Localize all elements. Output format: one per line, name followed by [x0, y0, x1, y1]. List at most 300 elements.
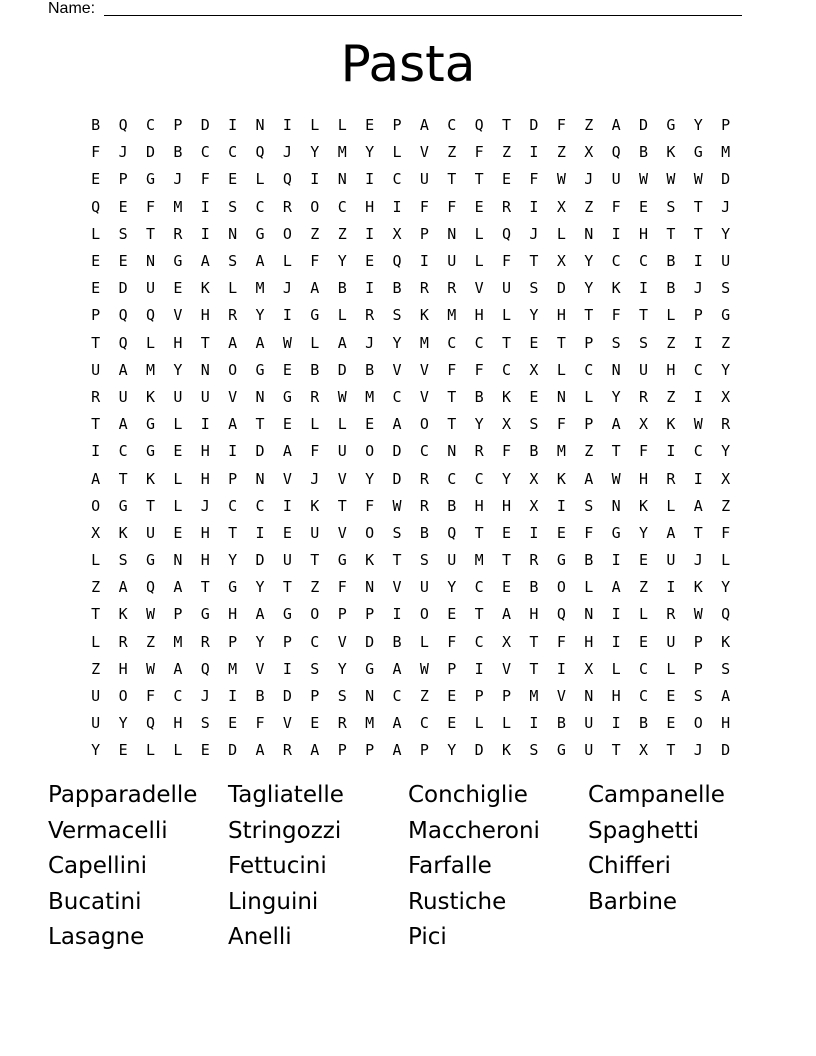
grid-letter: J	[721, 197, 731, 216]
grid-letter: Q	[118, 116, 128, 135]
grid-letter: Y	[502, 469, 512, 488]
grid-letter: M	[721, 143, 731, 162]
grid-letter: I	[282, 496, 292, 515]
grid-letter: I	[91, 442, 101, 461]
grid-letter: Y	[337, 252, 347, 271]
grid-letter: Q	[447, 523, 457, 542]
grid-letter: A	[611, 415, 621, 434]
letter-grid	[82, 112, 740, 765]
grid-letter: A	[392, 714, 402, 733]
grid-letter: Y	[310, 143, 320, 162]
grid-letter: F	[447, 197, 457, 216]
grid-letter: I	[310, 170, 320, 189]
grid-letter: L	[666, 306, 676, 325]
grid-letter: E	[310, 714, 320, 733]
grid-letter: E	[529, 333, 539, 352]
grid-letter: N	[200, 360, 210, 379]
grid-letter: I	[611, 224, 621, 243]
grid-letter: C	[447, 469, 457, 488]
grid-letter: E	[447, 687, 457, 706]
grid-letter: T	[392, 551, 402, 570]
grid-letter: X	[529, 496, 539, 515]
grid-letter: H	[173, 714, 183, 733]
grid-letter: K	[365, 551, 375, 570]
grid-letter: I	[556, 496, 566, 515]
grid-letter: Q	[145, 714, 155, 733]
grid-letter: U	[611, 170, 621, 189]
grid-letter: Z	[556, 143, 566, 162]
grid-letter: H	[200, 523, 210, 542]
grid-letter: B	[666, 279, 676, 298]
word-bank-item: Stringozzi	[228, 817, 342, 844]
grid-letter: Y	[611, 387, 621, 406]
grid-letter: X	[502, 632, 512, 651]
grid-letter: Z	[666, 333, 676, 352]
grid-letter: C	[447, 333, 457, 352]
grid-letter: E	[228, 170, 238, 189]
grid-letter: E	[529, 387, 539, 406]
grid-letter: Q	[118, 306, 128, 325]
grid-letter: I	[392, 605, 402, 624]
grid-letter: F	[611, 197, 621, 216]
grid-letter: I	[282, 659, 292, 678]
grid-letter: Z	[666, 387, 676, 406]
grid-letter: H	[365, 197, 375, 216]
grid-letter: P	[419, 224, 429, 243]
word-bank-item: Pici	[408, 924, 447, 951]
grid-letter: E	[91, 170, 101, 189]
grid-letter: C	[337, 197, 347, 216]
grid-letter: I	[611, 551, 621, 570]
grid-letter: Q	[145, 578, 155, 597]
grid-letter: M	[145, 360, 155, 379]
grid-letter: R	[91, 387, 101, 406]
grid-letter: F	[474, 360, 484, 379]
grid-letter: D	[556, 279, 566, 298]
grid-letter: X	[529, 469, 539, 488]
grid-letter: Y	[693, 116, 703, 135]
grid-letter: P	[173, 605, 183, 624]
grid-letter: P	[693, 659, 703, 678]
grid-letter: B	[392, 279, 402, 298]
grid-letter: C	[611, 252, 621, 271]
grid-letter: T	[447, 415, 457, 434]
grid-letter: Y	[173, 360, 183, 379]
grid-letter: G	[365, 659, 375, 678]
grid-letter: S	[310, 659, 320, 678]
grid-letter: H	[173, 333, 183, 352]
grid-letter: H	[200, 442, 210, 461]
grid-letter: S	[666, 197, 676, 216]
grid-letter: C	[474, 578, 484, 597]
grid-letter: T	[91, 605, 101, 624]
grid-letter: O	[365, 523, 375, 542]
grid-letter: F	[474, 143, 484, 162]
grid-letter: P	[282, 632, 292, 651]
grid-letter: A	[310, 279, 320, 298]
grid-letter: L	[556, 224, 566, 243]
grid-letter: Q	[474, 116, 484, 135]
grid-letter: I	[282, 116, 292, 135]
grid-letter: N	[365, 687, 375, 706]
grid-letter: O	[419, 605, 429, 624]
grid-letter: B	[529, 578, 539, 597]
grid-letter: C	[200, 143, 210, 162]
grid-letter: L	[419, 632, 429, 651]
grid-letter: O	[282, 224, 292, 243]
grid-letter: Y	[365, 143, 375, 162]
grid-letter: T	[556, 333, 566, 352]
grid-letter: E	[365, 116, 375, 135]
grid-letter: C	[310, 632, 320, 651]
grid-letter: A	[693, 496, 703, 515]
grid-letter: F	[721, 523, 731, 542]
grid-letter: W	[611, 469, 621, 488]
grid-letter: U	[584, 741, 594, 760]
grid-letter: U	[91, 687, 101, 706]
grid-letter: S	[392, 306, 402, 325]
grid-letter: F	[584, 523, 594, 542]
grid-letter: M	[255, 279, 265, 298]
grid-letter: G	[310, 306, 320, 325]
grid-letter: K	[118, 605, 128, 624]
grid-letter: I	[529, 714, 539, 733]
name-field	[48, 0, 742, 20]
grid-letter: U	[200, 387, 210, 406]
grid-letter: V	[419, 360, 429, 379]
grid-letter: B	[556, 714, 566, 733]
grid-letter: O	[693, 714, 703, 733]
grid-letter: A	[255, 741, 265, 760]
grid-letter: S	[529, 741, 539, 760]
grid-letter: T	[310, 551, 320, 570]
grid-letter: S	[419, 551, 429, 570]
grid-letter: P	[337, 605, 347, 624]
grid-letter: V	[337, 469, 347, 488]
grid-letter: L	[556, 360, 566, 379]
grid-letter: W	[693, 605, 703, 624]
grid-letter: D	[282, 687, 292, 706]
grid-letter: U	[173, 387, 183, 406]
grid-letter: U	[118, 387, 128, 406]
grid-letter: L	[145, 741, 155, 760]
grid-letter: I	[200, 415, 210, 434]
word-bank-item: Papparadelle	[48, 782, 198, 808]
grid-letter: I	[556, 659, 566, 678]
grid-letter: Y	[529, 306, 539, 325]
grid-letter: Y	[584, 252, 594, 271]
grid-letter: E	[365, 252, 375, 271]
grid-letter: S	[118, 224, 128, 243]
grid-letter: C	[255, 496, 265, 515]
grid-letter: R	[721, 415, 731, 434]
grid-letter: Y	[255, 306, 265, 325]
grid-letter: J	[118, 143, 128, 162]
grid-letter: B	[91, 116, 101, 135]
grid-letter: T	[502, 551, 512, 570]
grid-letter: T	[693, 224, 703, 243]
grid-letter: W	[693, 415, 703, 434]
grid-letter: S	[529, 415, 539, 434]
grid-letter: T	[337, 496, 347, 515]
grid-letter: S	[200, 714, 210, 733]
grid-letter: G	[228, 578, 238, 597]
grid-letter: B	[419, 523, 429, 542]
grid-letter: F	[638, 442, 649, 461]
grid-letter: I	[200, 197, 210, 216]
grid-letter: M	[556, 442, 566, 461]
grid-letter: R	[529, 551, 539, 570]
word-bank-item: Bucatini	[48, 888, 142, 915]
grid-row	[82, 574, 740, 601]
grid-letter: X	[556, 197, 566, 216]
grid-letter: Z	[310, 224, 320, 243]
grid-letter: H	[474, 306, 484, 325]
grid-letter: H	[611, 687, 621, 706]
grid-letter: P	[693, 306, 703, 325]
grid-letter: J	[282, 143, 292, 162]
grid-letter: L	[310, 333, 320, 352]
word-bank-item: Maccheroni	[408, 817, 540, 844]
word-bank-item: Fettucini	[228, 853, 327, 880]
grid-letter: A	[419, 116, 429, 135]
grid-letter: L	[337, 306, 347, 325]
grid-letter: Y	[255, 578, 265, 597]
grid-letter: P	[91, 306, 101, 325]
grid-letter: A	[173, 578, 183, 597]
grid-letter: I	[611, 714, 621, 733]
grid-letter: S	[638, 333, 649, 352]
grid-letter: G	[145, 442, 155, 461]
grid-letter: B	[365, 360, 375, 379]
grid-letter: B	[474, 387, 484, 406]
grid-letter: X	[91, 523, 101, 542]
grid-letter: I	[255, 523, 265, 542]
word-bank-item: Campanelle	[588, 782, 725, 808]
grid-letter: W	[337, 387, 347, 406]
grid-letter: H	[474, 496, 484, 515]
grid-letter: E	[282, 360, 292, 379]
grid-letter: I	[282, 306, 292, 325]
grid-letter: S	[228, 197, 238, 216]
grid-letter: O	[310, 605, 320, 624]
grid-letter: I	[529, 143, 539, 162]
grid-letter: Y	[721, 578, 731, 597]
grid-letter: M	[419, 333, 429, 352]
grid-letter: D	[118, 279, 128, 298]
grid-letter: U	[91, 360, 101, 379]
grid-letter: K	[666, 415, 676, 434]
grid-letter: B	[638, 143, 649, 162]
grid-letter: I	[666, 442, 676, 461]
grid-letter: X	[392, 224, 402, 243]
grid-letter: L	[584, 578, 594, 597]
grid-letter: V	[282, 714, 292, 733]
grid-letter: C	[502, 360, 512, 379]
grid-letter: U	[91, 714, 101, 733]
grid-letter: P	[584, 333, 594, 352]
grid-letter: C	[447, 116, 457, 135]
grid-letter: N	[228, 224, 238, 243]
grid-letter: Z	[310, 578, 320, 597]
grid-row	[82, 601, 740, 628]
grid-letter: I	[365, 224, 375, 243]
grid-letter: E	[282, 523, 292, 542]
grid-letter: T	[529, 659, 539, 678]
grid-row	[82, 275, 740, 302]
grid-letter: D	[365, 632, 375, 651]
grid-letter: G	[611, 523, 621, 542]
grid-letter: V	[255, 659, 265, 678]
grid-letter: Y	[721, 442, 731, 461]
grid-letter: P	[365, 741, 375, 760]
grid-row	[82, 112, 740, 139]
grid-letter: T	[584, 306, 594, 325]
grid-letter: R	[502, 197, 512, 216]
grid-letter: V	[474, 279, 484, 298]
grid-letter: C	[118, 442, 128, 461]
grid-letter: F	[200, 170, 210, 189]
grid-letter: G	[255, 224, 265, 243]
grid-letter: U	[721, 252, 731, 271]
grid-letter: F	[419, 197, 429, 216]
grid-letter: J	[365, 333, 375, 352]
grid-letter: Y	[447, 741, 457, 760]
grid-letter: Q	[392, 252, 402, 271]
grid-letter: L	[584, 387, 594, 406]
grid-letter: M	[474, 551, 484, 570]
word-bank-item: Barbine	[588, 888, 678, 915]
grid-letter: X	[584, 143, 594, 162]
grid-letter: Y	[337, 659, 347, 678]
grid-letter: I	[228, 687, 238, 706]
grid-letter: Y	[255, 632, 265, 651]
grid-row	[82, 656, 740, 683]
grid-letter: E	[91, 279, 101, 298]
grid-letter: U	[584, 714, 594, 733]
grid-letter: E	[502, 170, 512, 189]
grid-letter: M	[337, 143, 347, 162]
grid-letter: B	[666, 252, 676, 271]
grid-letter: S	[584, 496, 594, 515]
grid-letter: N	[584, 687, 594, 706]
grid-letter: O	[556, 578, 566, 597]
grid-letter: T	[91, 333, 101, 352]
grid-letter: L	[91, 551, 101, 570]
grid-letter: G	[282, 387, 292, 406]
grid-letter: X	[529, 360, 539, 379]
grid-letter: A	[228, 333, 238, 352]
grid-letter: B	[529, 442, 539, 461]
grid-letter: T	[228, 523, 238, 542]
grid-letter: K	[611, 279, 621, 298]
grid-letter: P	[337, 741, 347, 760]
grid-letter: H	[502, 496, 512, 515]
grid-letter: F	[502, 442, 512, 461]
grid-letter: P	[447, 659, 457, 678]
grid-letter: T	[447, 170, 457, 189]
grid-letter: A	[502, 605, 512, 624]
grid-letter: N	[556, 387, 566, 406]
grid-letter: P	[228, 632, 238, 651]
grid-letter: F	[337, 578, 347, 597]
grid-letter: C	[255, 197, 265, 216]
grid-row	[82, 302, 740, 329]
grid-letter: R	[666, 605, 676, 624]
grid-letter: T	[474, 523, 484, 542]
grid-letter: D	[638, 116, 649, 135]
grid-letter: O	[365, 442, 375, 461]
grid-letter: I	[693, 387, 703, 406]
grid-letter: T	[693, 523, 703, 542]
grid-letter: D	[337, 360, 347, 379]
grid-letter: A	[611, 116, 621, 135]
grid-letter: Z	[145, 632, 155, 651]
grid-letter: E	[502, 578, 512, 597]
grid-letter: F	[310, 252, 320, 271]
grid-letter: V	[502, 659, 512, 678]
grid-letter: D	[529, 116, 539, 135]
word-bank-item: Lasagne	[48, 924, 145, 951]
grid-letter: T	[200, 578, 210, 597]
grid-letter: S	[611, 333, 621, 352]
grid-letter: F	[447, 360, 457, 379]
grid-letter: I	[365, 279, 375, 298]
grid-letter: I	[693, 333, 703, 352]
grid-row	[82, 710, 740, 737]
grid-letter: Y	[118, 714, 128, 733]
grid-letter: F	[529, 170, 539, 189]
grid-letter: C	[474, 333, 484, 352]
grid-letter: Y	[474, 415, 484, 434]
grid-letter: U	[145, 523, 155, 542]
grid-letter: E	[200, 741, 210, 760]
grid-letter: K	[693, 578, 703, 597]
grid-letter: F	[91, 143, 101, 162]
grid-letter: K	[502, 387, 512, 406]
grid-letter: L	[721, 551, 731, 570]
grid-letter: T	[118, 469, 128, 488]
grid-letter: X	[502, 415, 512, 434]
grid-letter: U	[666, 551, 676, 570]
word-bank-item: Chifferi	[588, 853, 671, 880]
grid-letter: F	[145, 687, 155, 706]
word-bank-item: Vermacelli	[48, 817, 168, 844]
grid-letter: R	[310, 387, 320, 406]
grid-letter: N	[584, 224, 594, 243]
grid-letter: A	[282, 442, 292, 461]
grid-letter: S	[228, 252, 238, 271]
grid-letter: M	[173, 197, 183, 216]
grid-letter: H	[200, 306, 210, 325]
grid-letter: N	[255, 387, 265, 406]
grid-letter: T	[474, 605, 484, 624]
grid-letter: K	[502, 741, 512, 760]
grid-letter: V	[173, 306, 183, 325]
grid-letter: Y	[91, 741, 101, 760]
grid-letter: G	[721, 306, 731, 325]
word-bank-item: Capellini	[48, 853, 148, 880]
grid-letter: E	[173, 279, 183, 298]
grid-letter: B	[584, 551, 594, 570]
grid-letter: N	[611, 360, 621, 379]
grid-row	[82, 520, 740, 547]
grid-letter: C	[474, 469, 484, 488]
grid-letter: Q	[255, 143, 265, 162]
grid-letter: M	[529, 687, 539, 706]
grid-letter: B	[638, 714, 649, 733]
grid-letter: G	[118, 496, 128, 515]
